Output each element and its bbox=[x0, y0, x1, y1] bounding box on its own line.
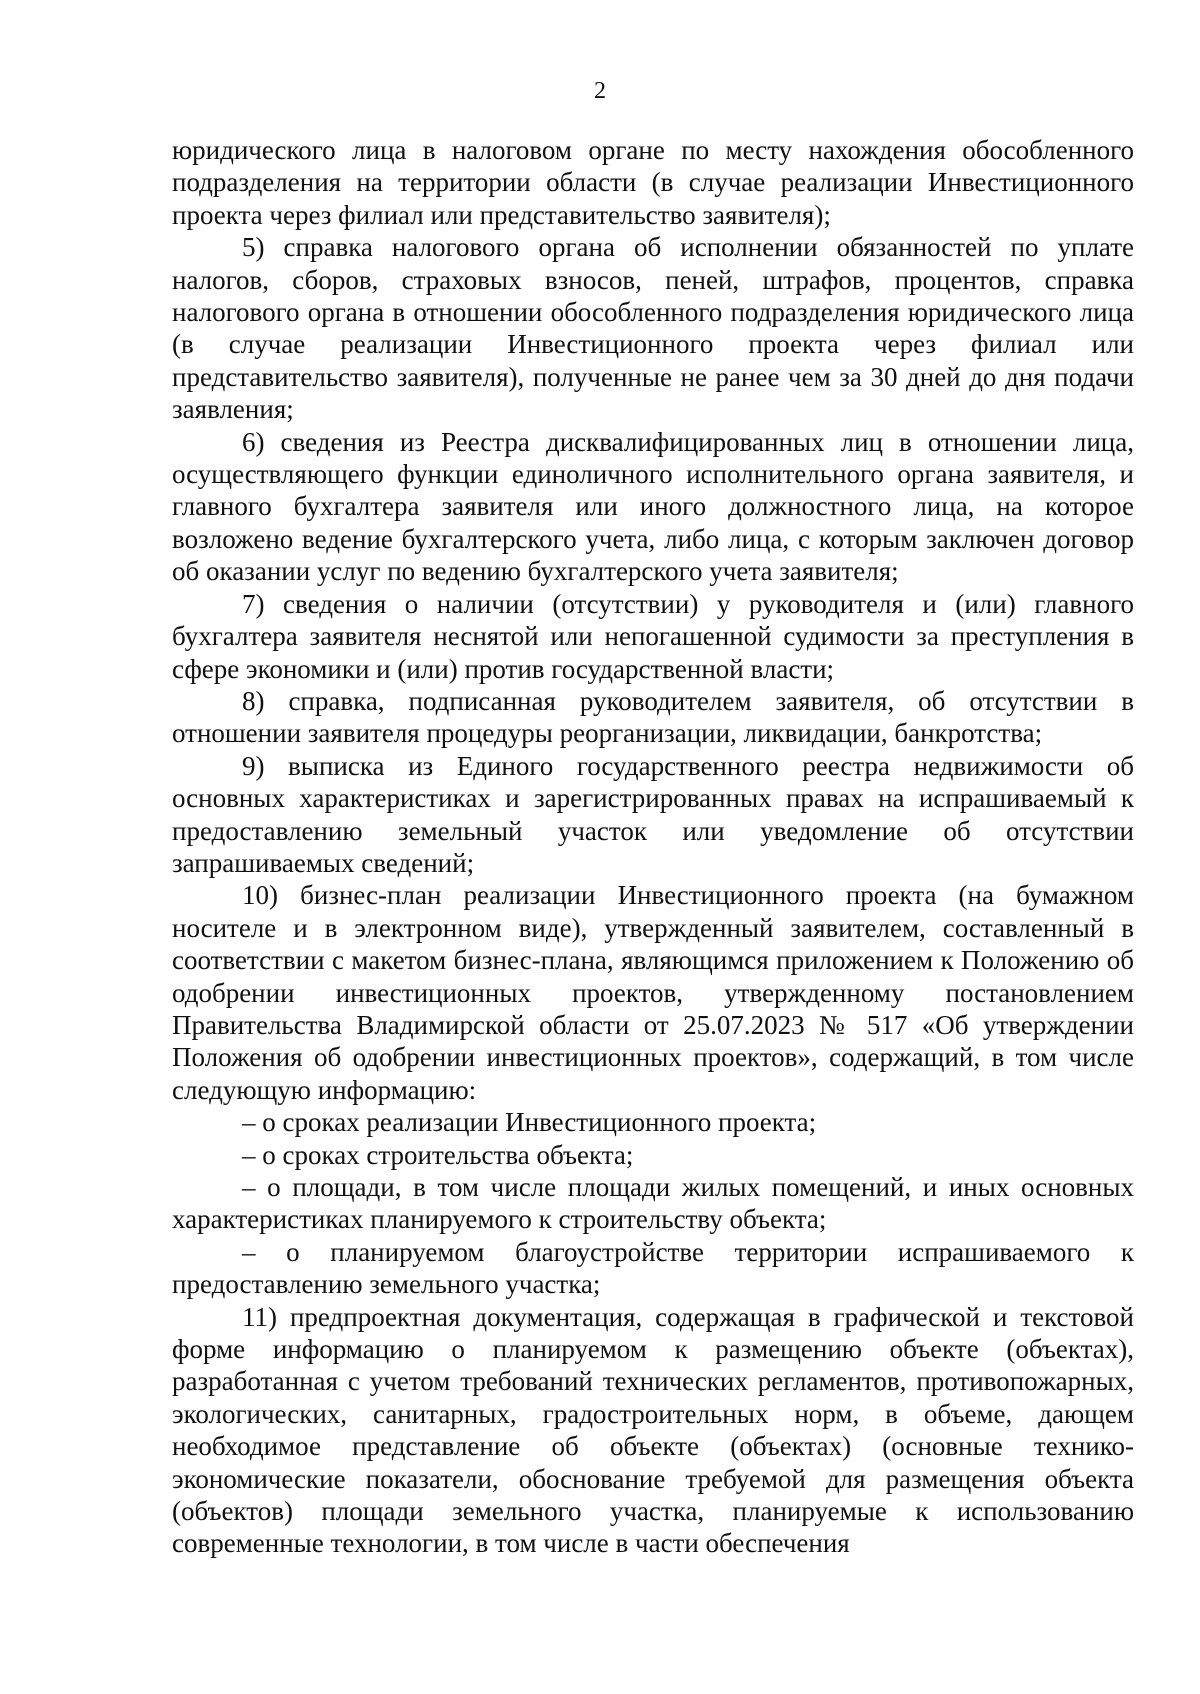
bullet-construction-timeline: – о сроках строительства объекта; bbox=[242, 1139, 634, 1170]
bullet-object-area: – о площади, в том числе площади жилых помещений, и иных основных характеристиках планируемого к строительству объекта; bbox=[172, 1172, 1134, 1235]
page-number: 2 bbox=[594, 78, 606, 104]
paragraph-item-8: 8) справка, подписанная руководителем заявителя, об отсутствии в отношении заявителя процедуры реорганизации, ликвидации, банкротства; bbox=[172, 685, 1134, 749]
bullet-landscaping: – о планируемом благоустройстве территории испрашиваемого к предоставлению земельного участка; bbox=[172, 1236, 1134, 1300]
bullet-project-timeline: – о сроках реализации Инвестиционного проекта; bbox=[242, 1107, 817, 1138]
paragraph-item-7: 7) сведения о наличии (отсутствии) у руководителя и (или) главного бухгалтера заявителя неснятой или непогашенной судимости за преступления в сфере экономики и (или) против государственной власти; bbox=[172, 588, 1134, 684]
paragraph-item-5: 5) справка налогового органа об исполнении обязанностей по уплате налогов, сборов, страховых взносов, пеней, штрафов, процентов, справка налогового органа в отношении обособленного подразделения юридического лица (в случае реализации Инвестиционного проекта через филиал или представительство заявителя), полученные не ранее чем за 30 дней до дня подачи заявления; bbox=[172, 232, 1134, 425]
document-body bbox=[172, 134, 1134, 1560]
paragraph-item-11: 11) предпроектная документация, содержащая в графической и текстовой форме информацию о планируемом к размещению объекте (объектах), разработанная с учетом требований технических регламентов, противопожарных, экологических, санитарных, градостроительных норм, в объеме, дающем необходимое представление об объекте (объектах) (основные технико-экономические показатели, обоснование требуемой для размещения объекта (объектов) площади земельного участка, планируемые к использованию современные технологии, в том числе в части обеспечения bbox=[172, 1301, 1134, 1559]
paragraph-item-9: 9) выписка из Единого государственного реестра недвижимости об основных характеристиках и зарегистрированных правах на испрашиваемый к предоставлению земельный участок или уведомление об отсутствии запрашиваемых сведений; bbox=[172, 750, 1134, 878]
paragraph-item-10: 10) бизнес-план реализации Инвестиционного проекта (на бумажном носителе и в электронном виде), утвержденный заявителем, составленный в соответствии с макетом бизнес-плана, являющимся приложением к Положению об одобрении инвестиционных проектов, утвержденному постановлением Правительства Владимирской области от 25.07.2023 № 517 «Об утверждении Положения об одобрении инвестиционных проектов», содержащий, в том числе следующую информацию: bbox=[172, 880, 1134, 1105]
paragraph-continuation: юридического лица в налоговом органе по месту нахождения обособленного подразделения на территории области (в случае реализации Инвестиционного проекта через филиал или представительство заявителя); bbox=[172, 135, 1134, 230]
paragraph-item-6: 6) сведения из Реестра дисквалифицированных лиц в отношении лица, осуществляющего функции единоличного исполнительного органа заявителя, и главного бухгалтера заявителя или иного должностного лица, на которое возложено ведение бухгалтерского учета, либо лица, с которым заключен договор об оказании услуг по ведению бухгалтерского учета заявителя; bbox=[172, 426, 1134, 587]
